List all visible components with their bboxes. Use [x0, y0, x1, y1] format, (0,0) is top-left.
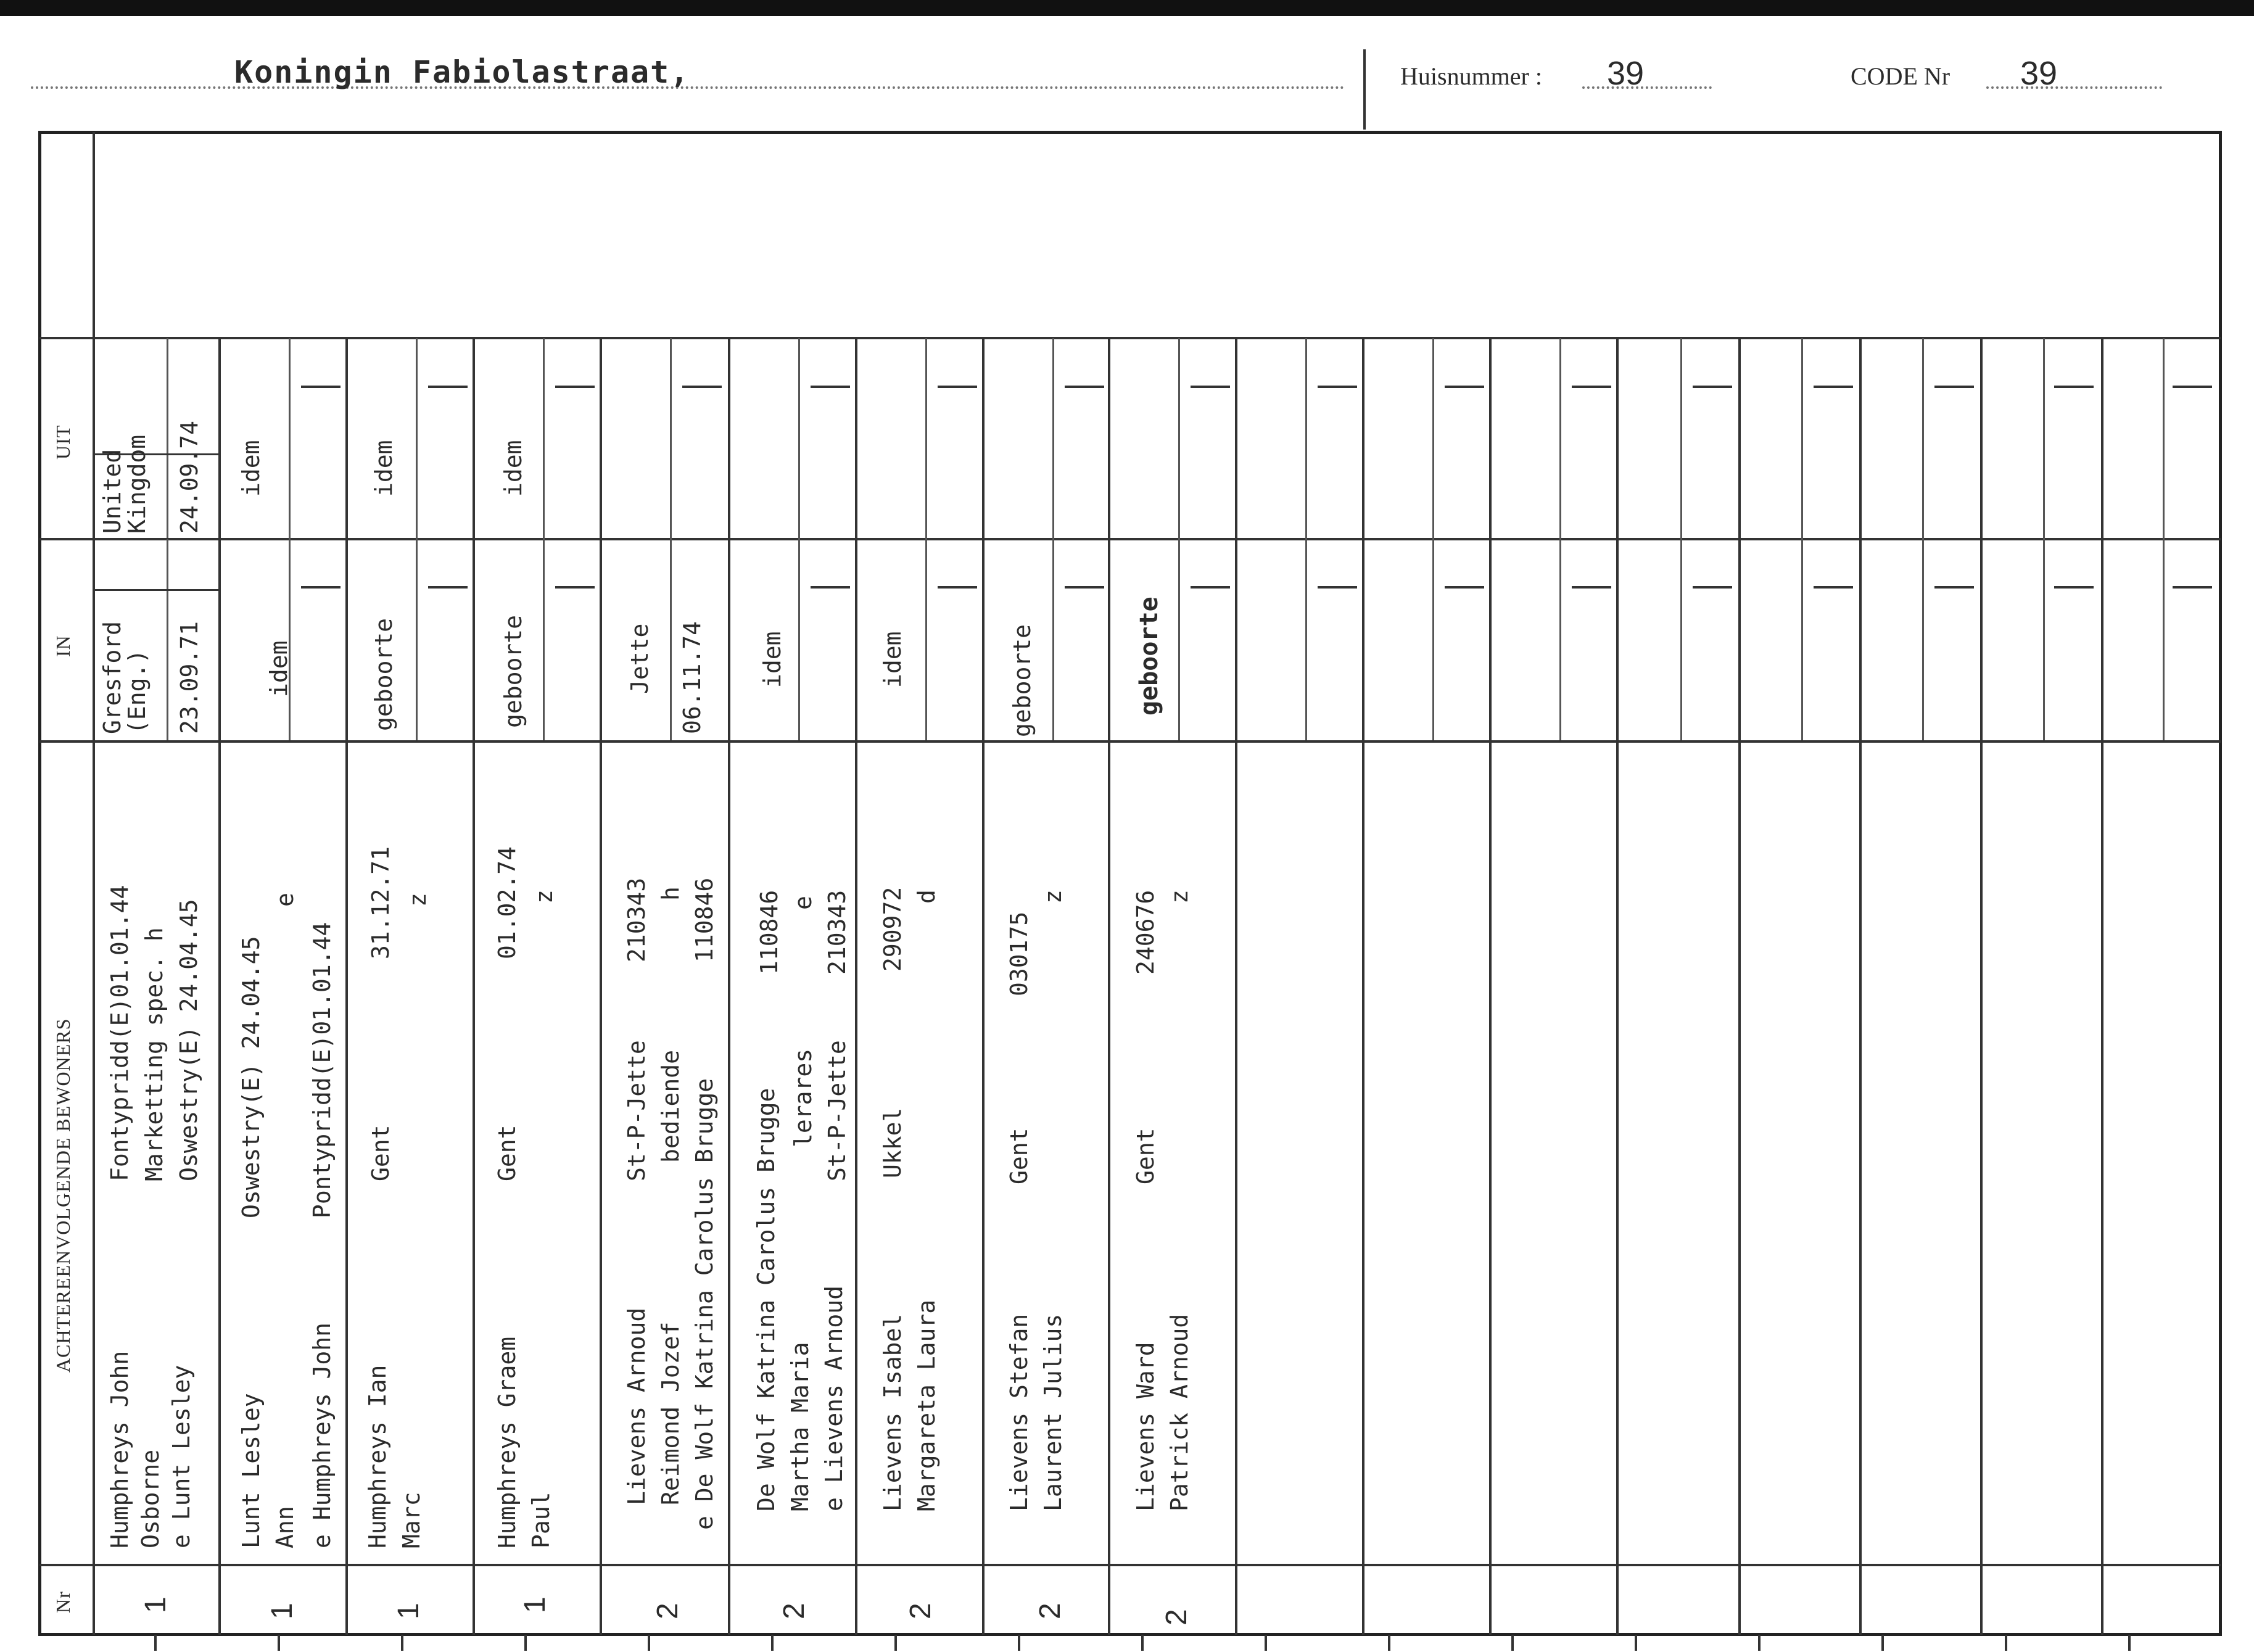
empty-dash: [1814, 386, 1853, 388]
uit-entry: Kingdom: [123, 434, 151, 534]
col-sep: [1362, 338, 1364, 1635]
empty-dash: [428, 386, 468, 388]
empty-dash: [301, 386, 341, 388]
col-sep: [1859, 338, 1862, 1635]
row-nr: 2: [651, 1603, 684, 1619]
sub-sep: [1305, 338, 1307, 740]
col-sep: [345, 338, 348, 1635]
empty-dash: [1934, 386, 1974, 388]
resident-detail-line: Oswestry(E) 24.04.45: [175, 899, 202, 1181]
empty-dash: [1814, 586, 1853, 589]
resident-name-line: Humphreys Graem: [493, 1336, 521, 1548]
empty-dash: [938, 586, 977, 589]
bottom-tick: [1758, 1635, 1761, 1651]
sub-sep: [167, 539, 168, 740]
empty-dash: [1693, 586, 1732, 589]
in-date: 06.11.74: [679, 621, 706, 734]
in-section-label: IN: [52, 635, 74, 657]
sub-sep: [167, 338, 168, 538]
bottom-tick: [1635, 1635, 1637, 1651]
code-value: 39: [2020, 55, 2058, 92]
bottom-tick: [648, 1635, 650, 1651]
sub-sep: [1922, 338, 1924, 740]
col-sep: [218, 338, 221, 1635]
sub-sep: [925, 338, 927, 740]
sub-sep: [2163, 338, 2165, 740]
bottom-tick: [1881, 1635, 1884, 1651]
uit-entry: idem: [237, 440, 265, 497]
row-nr: 1: [139, 1596, 172, 1613]
resident-detail-line: Fontypridd(E)01.01.44: [106, 885, 133, 1181]
resident-detail-line: Marketting spec. h: [141, 927, 168, 1181]
empty-dash: [1191, 586, 1230, 589]
resident-detail-line: Ukkel: [879, 1107, 906, 1178]
bottom-tick: [2005, 1635, 2007, 1651]
resident-detail-line: 31.12.71: [367, 846, 394, 959]
empty-dash: [1572, 586, 1611, 589]
col-sep: [1980, 338, 1983, 1635]
row-nr: 1: [392, 1603, 425, 1619]
empty-dash: [1191, 386, 1230, 388]
col-sep: [1235, 338, 1237, 1635]
col-sep: [728, 338, 730, 1635]
bottom-tick: [154, 1635, 157, 1651]
resident-detail-line: 030175: [1005, 911, 1033, 996]
resident-name-line: Lievens Isabel: [879, 1313, 906, 1511]
empty-dash: [1065, 386, 1104, 388]
row-nr: 1: [266, 1603, 299, 1619]
sub-sep: [798, 338, 800, 740]
bottom-tick: [1388, 1635, 1390, 1651]
resident-detail-line: z: [530, 890, 558, 904]
bottom-tick: [771, 1635, 774, 1651]
resident-detail-line: e: [271, 893, 299, 907]
resident-detail-line: 290972: [879, 886, 906, 972]
resident-detail-line: Oswestry(E) 24.04.45: [237, 936, 265, 1218]
empty-dash: [1318, 586, 1357, 589]
empty-dash: [2173, 586, 2212, 589]
in-entry: idem: [265, 640, 292, 697]
resident-name-line: e De Wolf Katrina Carolus Brugge: [691, 1078, 718, 1530]
resident-detail-line: 01.02.74: [493, 846, 521, 959]
empty-dash: [555, 386, 595, 388]
empty-dash: [1445, 386, 1484, 388]
resident-name-line: Lunt Lesley: [237, 1393, 265, 1548]
col-sep: [1489, 338, 1492, 1635]
sub-sep: [1178, 338, 1180, 740]
bottom-tick: [1511, 1635, 1514, 1651]
empty-dash: [1693, 386, 1732, 388]
resident-detail-line: 110846: [756, 890, 783, 975]
bottom-tick: [1018, 1635, 1020, 1651]
code-dotted-line: [1986, 86, 2162, 89]
sub-sep: [1801, 338, 1803, 740]
empty-dash: [938, 386, 977, 388]
col-sep: [2101, 338, 2103, 1635]
in-entry: geboorte: [1135, 597, 1163, 716]
uit-entry: idem: [500, 440, 527, 497]
resident-detail-line: z: [404, 893, 431, 907]
resident-detail-line: 210343: [623, 877, 650, 962]
empty-dash: [2054, 586, 2094, 589]
bottom-tick: [894, 1635, 897, 1651]
resident-name-line: De Wolf Katrina Carolus Brugge: [753, 1088, 780, 1511]
uit-entry: idem: [370, 440, 397, 497]
resident-name-line: e Lievens Arnoud: [820, 1285, 848, 1511]
in-entry: idem: [879, 631, 906, 688]
bewoners-section-label: ACHTEREENVOLGENDE BEWONERS: [52, 1018, 74, 1373]
nr-top-border: [39, 1564, 2221, 1566]
uit-date: 24.09.74: [176, 420, 203, 534]
resident-name-line: Paul: [527, 1492, 555, 1548]
empty-dash: [428, 586, 468, 589]
resident-name-line: Margareta Laura: [913, 1299, 940, 1511]
col-sep: [1738, 338, 1741, 1635]
in-entry: geboorte: [500, 614, 527, 728]
in-entry: geboorte: [1009, 624, 1036, 737]
col-sep: [600, 338, 602, 1635]
resident-name-line: Humphreys Ian: [364, 1365, 391, 1548]
resident-detail-line: Gent: [367, 1125, 394, 1181]
resident-detail-line: bediende: [657, 1049, 684, 1163]
uit-section-label: UIT: [52, 424, 74, 460]
uit-entry: United: [99, 448, 126, 534]
resident-detail-line: h: [657, 886, 684, 901]
empty-dash: [1572, 386, 1611, 388]
col-sep: [855, 338, 857, 1635]
row-nr: 2: [1160, 1609, 1193, 1625]
bottom-tick: [1141, 1635, 1144, 1651]
row-nr: 1: [519, 1596, 551, 1613]
in-top-border: [39, 538, 2221, 540]
in-entry: (Eng.): [123, 649, 151, 734]
label-column-border: [93, 132, 95, 1635]
row-nr: 2: [904, 1603, 937, 1619]
empty-dash: [682, 386, 722, 388]
sub-sep: [1680, 338, 1682, 740]
header-separator: [1363, 49, 1366, 130]
sub-sep: [670, 338, 672, 740]
resident-detail-line: z: [1166, 890, 1193, 904]
resident-detail-line: 240676: [1132, 890, 1159, 975]
code-label: CODE Nr: [1851, 62, 1951, 90]
resident-detail-line: St-P-Jette: [623, 1040, 650, 1181]
col-sep: [1108, 338, 1110, 1635]
resident-name-line: Laurent Julius: [1039, 1313, 1067, 1511]
resident-name-line: e Humphreys John: [308, 1322, 336, 1548]
resident-detail-line: 110846: [691, 877, 718, 962]
resident-name-line: Humphreys John: [106, 1350, 133, 1548]
resident-name-line: Marc: [398, 1492, 425, 1548]
empty-dash: [2054, 386, 2094, 388]
resident-detail-line: lerares: [790, 1048, 817, 1147]
resident-name-line: Osborne: [137, 1449, 164, 1548]
in-entry: Gresford: [99, 621, 126, 734]
in-entry: idem: [759, 631, 786, 688]
resident-name-line: Ann: [271, 1506, 299, 1548]
col-sep: [473, 338, 475, 1635]
uit-top-border: [39, 337, 2221, 339]
bewoners-top-border: [39, 740, 2221, 743]
sub-sep: [1559, 338, 1561, 740]
bottom-tick: [278, 1635, 280, 1651]
row-nr: 2: [778, 1603, 811, 1619]
resident-name-line: Lievens Arnoud: [623, 1307, 650, 1505]
empty-dash: [2173, 386, 2212, 388]
sub-sep: [543, 338, 545, 740]
huisnummer-label: Huisnummer :: [1400, 62, 1542, 90]
empty-dash: [1318, 386, 1357, 388]
in-entry: Jette: [626, 623, 653, 694]
sub-sep: [2043, 338, 2045, 740]
resident-name-line: Lievens Stefan: [1005, 1313, 1033, 1511]
nr-section-label: Nr: [52, 1591, 74, 1613]
huisnummer-dotted-line: [1582, 86, 1712, 89]
bottom-tick: [2128, 1635, 2131, 1651]
resident-detail-line: d: [913, 890, 940, 904]
empty-dash: [1065, 586, 1104, 589]
resident-detail-line: 210343: [824, 890, 851, 975]
resident-name-line: e Lunt Lesley: [168, 1365, 195, 1548]
empty-dash: [1445, 586, 1484, 589]
resident-detail-line: St-P-Jette: [824, 1040, 851, 1181]
empty-dash: [811, 586, 850, 589]
resident-detail-line: z: [1039, 890, 1067, 904]
bottom-tick: [1265, 1635, 1267, 1651]
scan-top-edge: [0, 0, 2254, 16]
empty-dash: [555, 586, 595, 589]
sub-hline: [94, 589, 218, 591]
sub-sep: [1052, 338, 1054, 740]
empty-dash: [301, 586, 341, 589]
resident-detail-line: Gent: [493, 1125, 521, 1181]
resident-detail-line: Pontypridd(E)01.01.44: [308, 922, 336, 1218]
resident-name-line: Patrick Arnoud: [1166, 1313, 1193, 1511]
resident-detail-line: Gent: [1005, 1128, 1033, 1184]
col-sep: [1616, 338, 1619, 1635]
sub-sep: [416, 338, 418, 740]
resident-name-line: Lievens Ward: [1132, 1342, 1159, 1511]
resident-detail-line: Gent: [1132, 1128, 1159, 1184]
in-entry: geboorte: [370, 617, 397, 731]
resident-name-line: Martha Maria: [786, 1342, 814, 1511]
huisnummer-value: 39: [1607, 55, 1645, 92]
street-name: Koningin Fabiolastraat,: [234, 54, 690, 90]
row-nr: 2: [1034, 1603, 1067, 1619]
in-date: 23.09.71: [176, 621, 203, 734]
empty-dash: [1934, 586, 1974, 589]
col-sep: [982, 338, 985, 1635]
bottom-tick: [524, 1635, 527, 1651]
sub-sep: [1432, 338, 1434, 740]
resident-name-line: Reimond Jozef: [657, 1321, 684, 1505]
bottom-tick: [401, 1635, 403, 1651]
empty-dash: [811, 386, 850, 388]
resident-detail-line: e: [790, 896, 817, 910]
